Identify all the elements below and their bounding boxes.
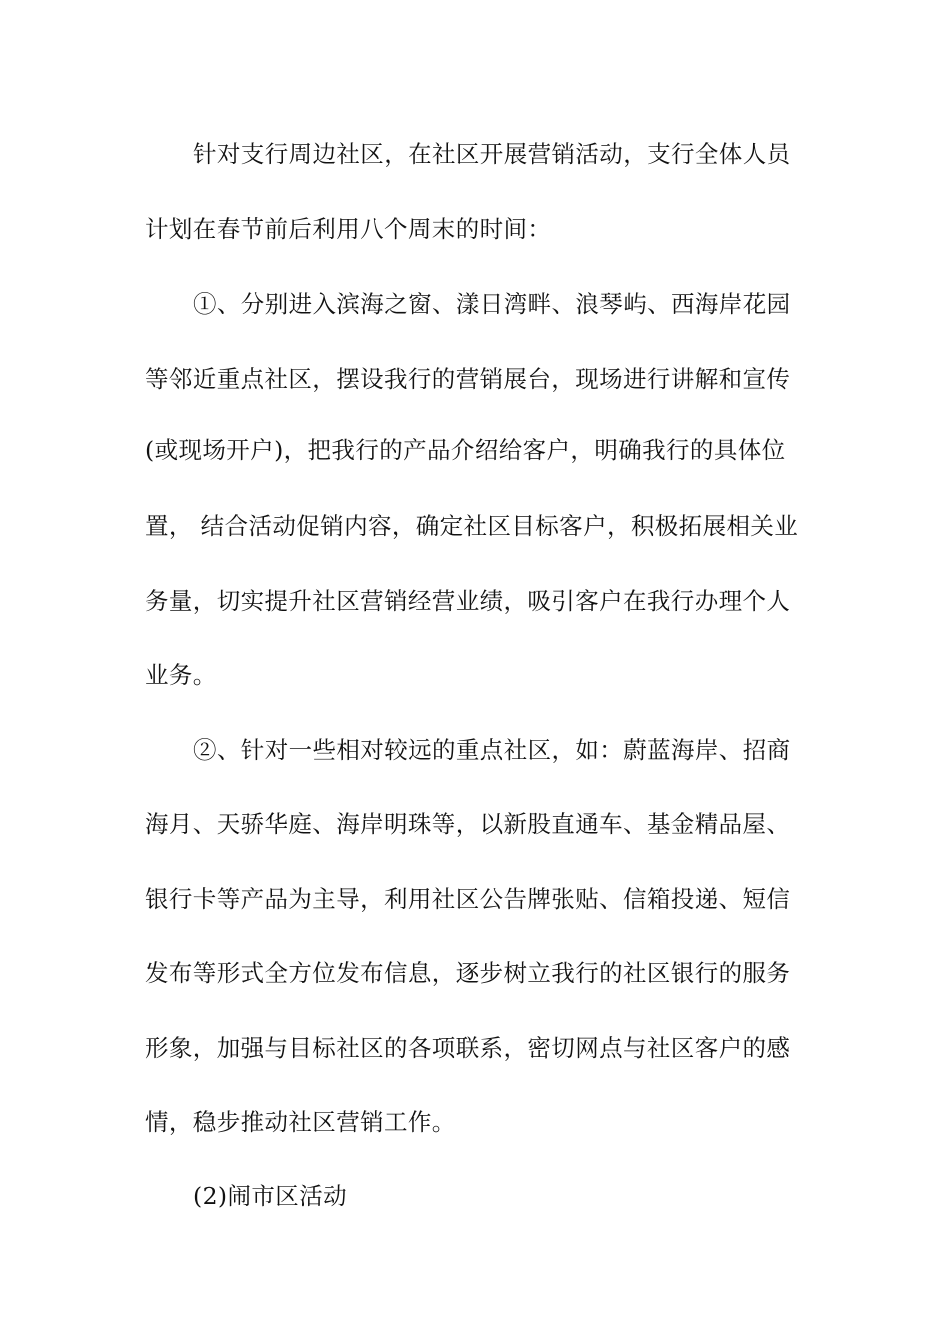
paragraph-3-line-2: 海月、天骄华庭、海岸明珠等，以新股直通车、基金精品屋、 (145, 810, 791, 838)
section-heading: (2)闹市区活动 (193, 1182, 347, 1210)
paragraph-2-line-2: 等邻近重点社区，摆设我行的营销展台，现场进行讲解和宣传 (145, 365, 791, 393)
paragraph-2-line-4: 置， 结合活动促销内容，确定社区目标客户，积极拓展相关业 (145, 512, 799, 540)
paragraph-3-line-6: 情，稳步推动社区营销工作。 (145, 1108, 456, 1136)
paragraph-2-line-1: ①、分别进入滨海之窗、漾日湾畔、浪琴屿、西海岸花园 (193, 290, 791, 318)
paragraph-2-line-5: 务量，切实提升社区营销经营业绩，吸引客户在我行办理个人 (145, 587, 791, 615)
paragraph-3-line-3: 银行卡等产品为主导，利用社区公告牌张贴、信箱投递、短信 (145, 885, 791, 913)
paragraph-1-line-1: 针对支行周边社区，在社区开展营销活动，支行全体人员 (193, 140, 791, 168)
paragraph-3-line-5: 形象，加强与目标社区的各项联系，密切网点与社区客户的感 (145, 1034, 791, 1062)
paragraph-3-line-4: 发布等形式全方位发布信息，逐步树立我行的社区银行的服务 (145, 959, 791, 987)
paragraph-2-line-6: 业务。 (145, 661, 217, 689)
paragraph-2-line-3: (或现场开户)，把我行的产品介绍给客户，明确我行的具体位 (145, 436, 786, 464)
paragraph-1-line-2: 计划在春节前后利用八个周末的时间： (145, 215, 552, 243)
paragraph-3-line-1: ②、针对一些相对较远的重点社区，如：蔚蓝海岸、招商 (193, 736, 791, 764)
